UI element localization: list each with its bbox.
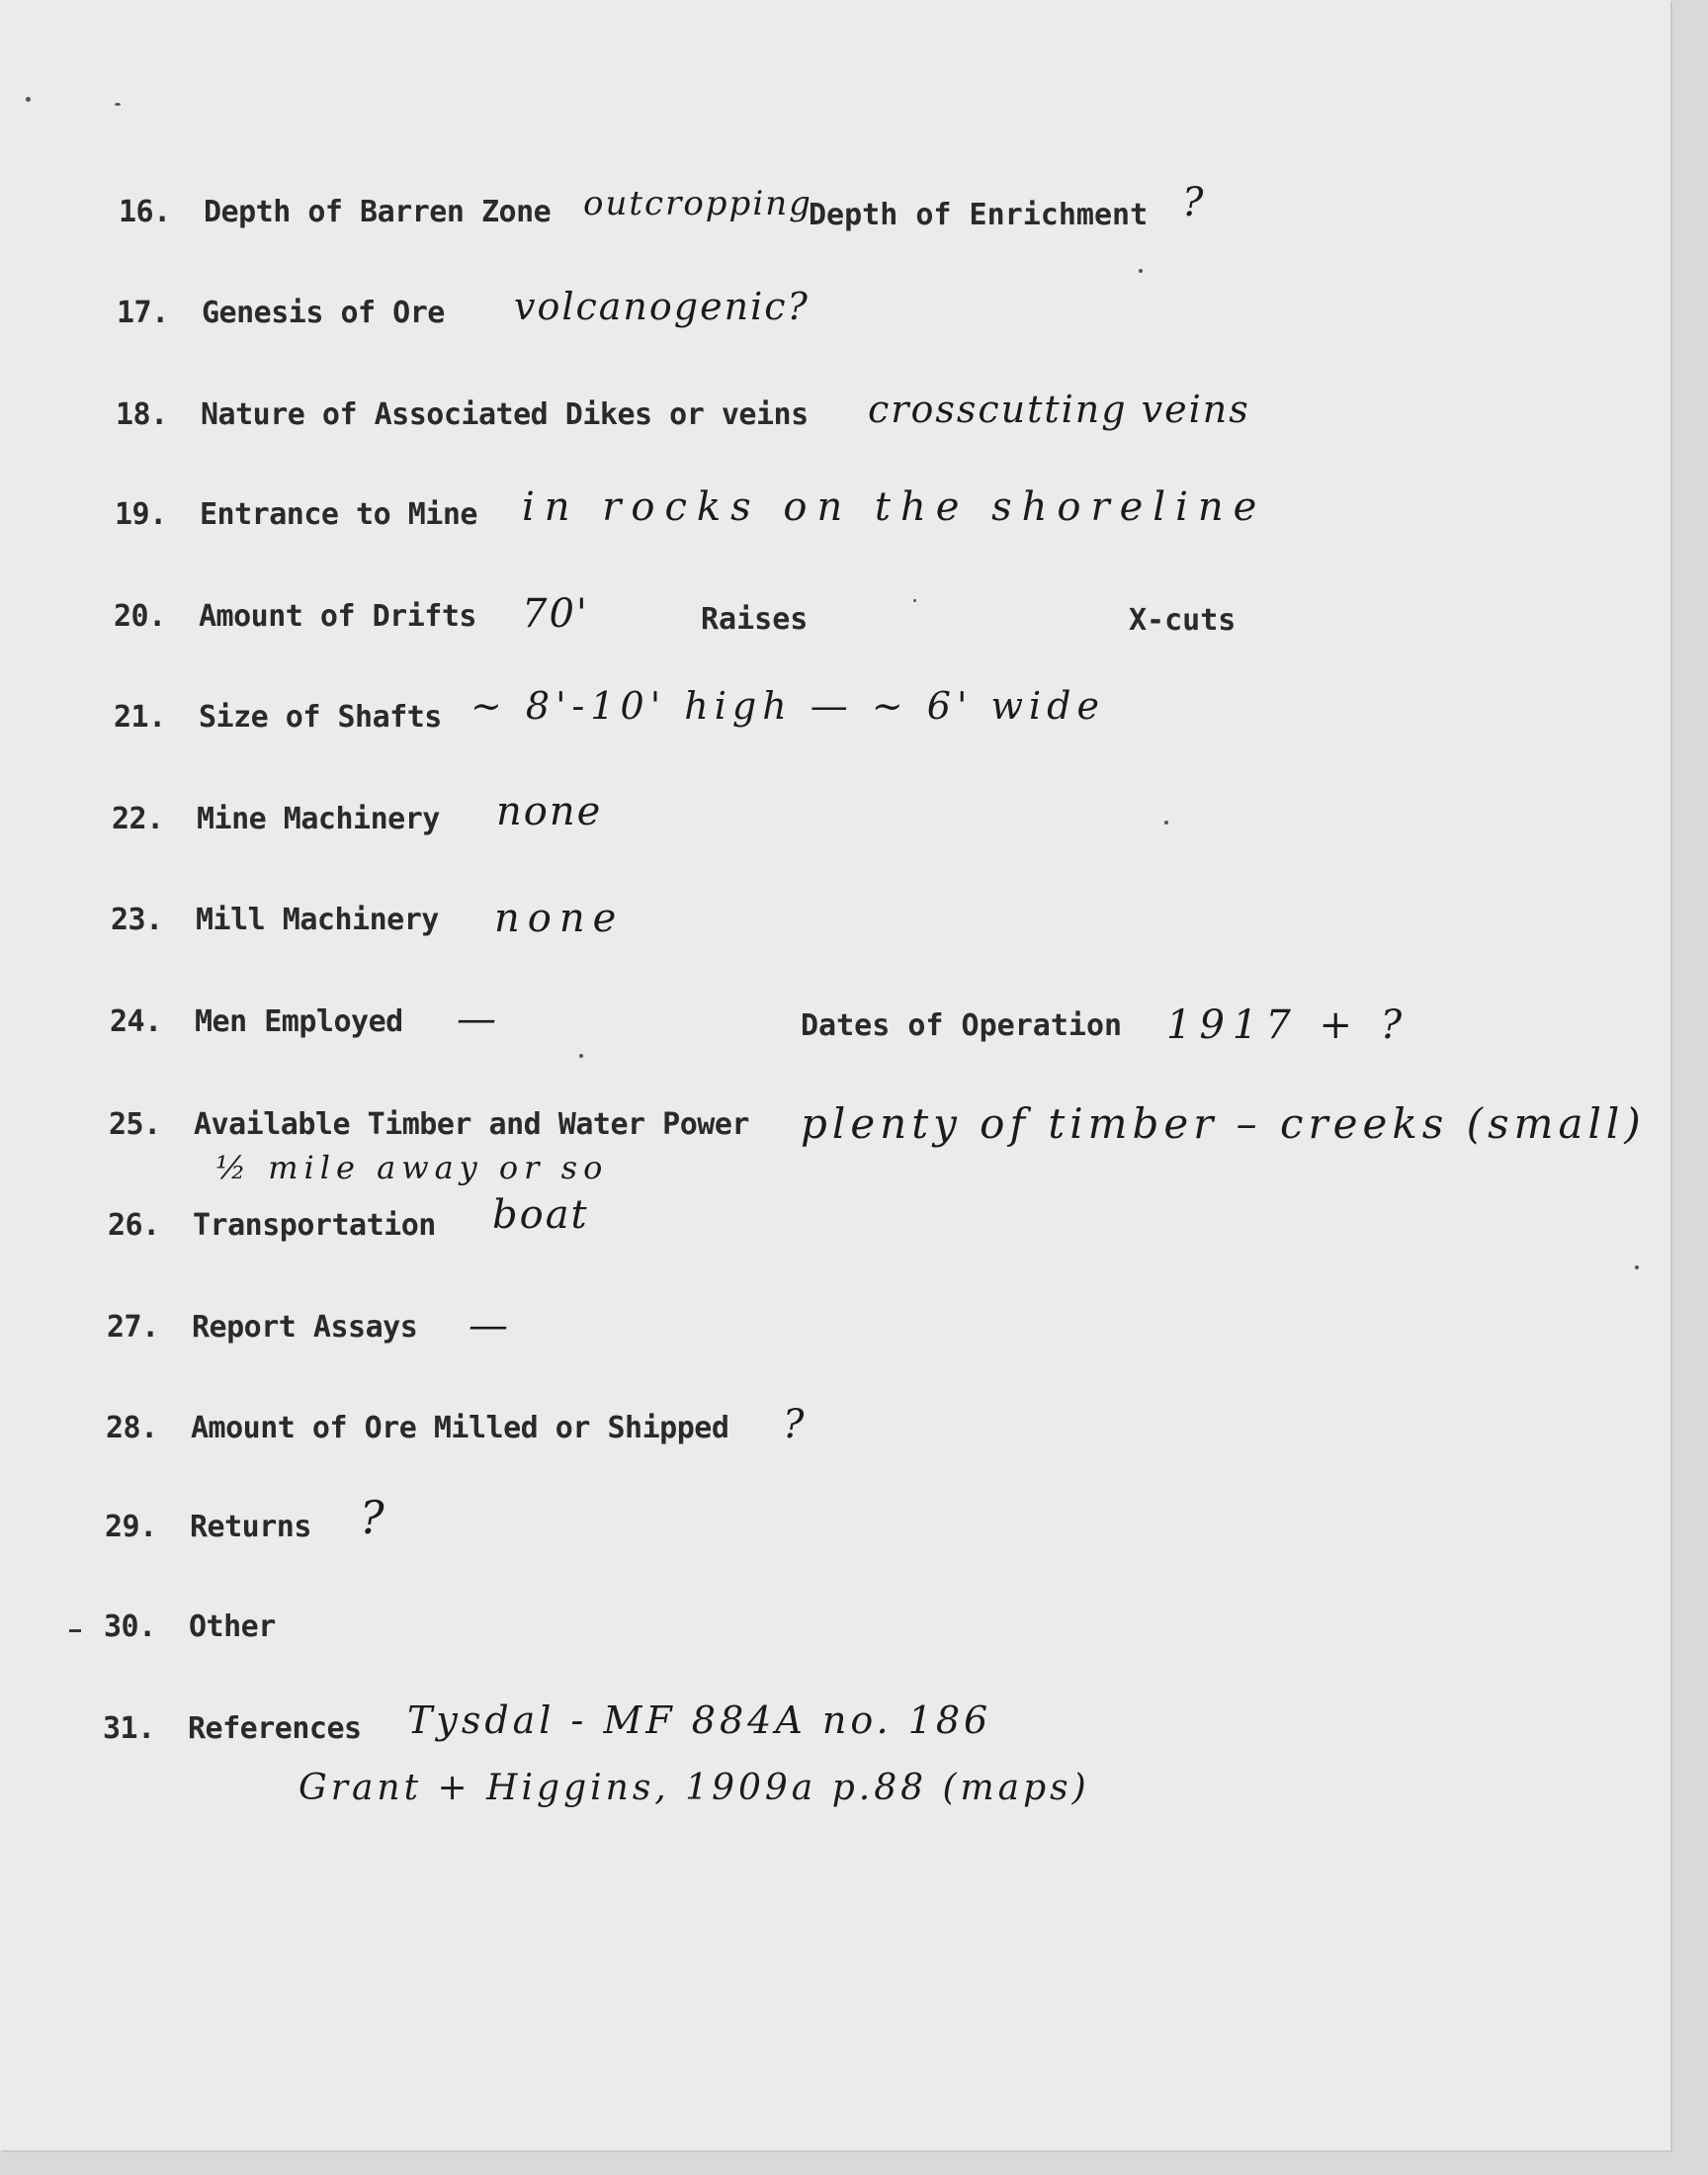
item-number: 20. (114, 599, 166, 634)
item-number: 17. (117, 296, 169, 330)
form-item-28 (106, 1411, 728, 1445)
form-item-29 (105, 1510, 311, 1544)
form-item-31 (103, 1711, 362, 1746)
form-item-30 (104, 1610, 276, 1644)
scan-speck (913, 599, 916, 602)
item-number: 16. (119, 195, 171, 229)
form-item-17 (117, 296, 445, 330)
handwritten-answer-secondary: ? (1182, 180, 1206, 225)
scan-speck (115, 103, 121, 106)
field-label: Amount of Drifts (199, 599, 476, 634)
handwritten-answer: none (496, 789, 603, 834)
field-label: Mill Machinery (196, 903, 439, 937)
form-item-18 (116, 397, 809, 432)
handwritten-answer: in rocks on the shoreline (522, 484, 1267, 530)
field-label: Mine Machinery (197, 802, 440, 836)
item-number: 29. (105, 1510, 157, 1544)
field-label: Amount of Ore Milled or Shipped (191, 1411, 729, 1445)
scan-speck (1139, 269, 1143, 273)
item-number: 24. (110, 1004, 162, 1039)
field-label: Report Assays (192, 1310, 418, 1345)
scan-speck (579, 1054, 583, 1058)
handwritten-answer-secondary: 1917 + ? (1166, 1002, 1410, 1048)
field-label-secondary: Depth of Enrichment (809, 198, 1149, 232)
field-label: Genesis of Ore (202, 296, 445, 330)
field-label: Entrance to Mine (200, 497, 477, 532)
scan-speck (1164, 821, 1168, 825)
item-number: 18. (116, 397, 168, 432)
item-number: 26. (108, 1208, 160, 1243)
handwritten-answer: none (494, 896, 625, 941)
handwritten-answer-continuation: ½ mile away or so (215, 1149, 609, 1186)
item-number: 25. (109, 1107, 161, 1142)
form-item-20 (114, 599, 476, 634)
field-label-xcuts: X-cuts (1129, 603, 1237, 638)
handwritten-answer: — (457, 997, 498, 1042)
item-number: 22. (112, 802, 164, 836)
handwritten-answer: ? (360, 1491, 386, 1544)
form-item-19 (115, 497, 477, 532)
scan-speck (26, 97, 31, 102)
handwritten-answer: volcanogenic? (514, 285, 810, 328)
field-label-raises: Raises (701, 602, 809, 637)
field-label: Men Employed (195, 1004, 403, 1039)
handwritten-answer: Tysdal - MF 884A no. 186 (407, 1698, 992, 1742)
form-item-22 (112, 802, 440, 836)
item-number: 23. (111, 903, 163, 937)
field-label: Depth of Barren Zone (204, 195, 552, 229)
scan-speck (1635, 1265, 1639, 1269)
field-label: Size of Shafts (199, 700, 442, 735)
margin-mark (69, 1629, 81, 1632)
handwritten-answer: 70' (522, 591, 589, 637)
field-label-dates: Dates of Operation (801, 1008, 1123, 1043)
item-number: 28. (106, 1411, 158, 1445)
field-label: Nature of Associated Dikes or veins (201, 397, 809, 432)
field-label: Returns (190, 1510, 311, 1544)
form-item-23 (111, 903, 439, 937)
form-item-21 (114, 700, 442, 735)
form-item-26 (108, 1208, 436, 1243)
handwritten-answer: ? (783, 1402, 807, 1447)
item-number: 27. (107, 1310, 159, 1345)
form-item-16 (119, 195, 551, 229)
field-label: Other (189, 1610, 276, 1644)
field-label: Available Timber and Water Power (194, 1107, 749, 1142)
item-number: 31. (103, 1711, 155, 1746)
form-item-27 (107, 1310, 417, 1345)
handwritten-answer: boat (492, 1192, 589, 1238)
item-number: 30. (104, 1610, 156, 1644)
item-number: 21. (114, 700, 166, 735)
handwritten-answer: crosscutting veins (868, 388, 1250, 431)
field-label: Transportation (193, 1208, 436, 1243)
item-number: 19. (115, 497, 167, 532)
form-item-24 (110, 1004, 403, 1039)
field-label: References (188, 1711, 362, 1746)
handwritten-answer: outcropping (583, 184, 812, 223)
handwritten-answer: plenty of timber – creeks (small) (801, 1099, 1646, 1148)
form-item-25 (109, 1107, 749, 1142)
handwritten-answer-continuation: Grant + Higgins, 1909a p.88 (maps) (299, 1768, 1090, 1808)
handwritten-answer: ~ 8'-10' high — ~ 6' wide (470, 684, 1105, 728)
handwritten-answer: — (469, 1303, 510, 1348)
